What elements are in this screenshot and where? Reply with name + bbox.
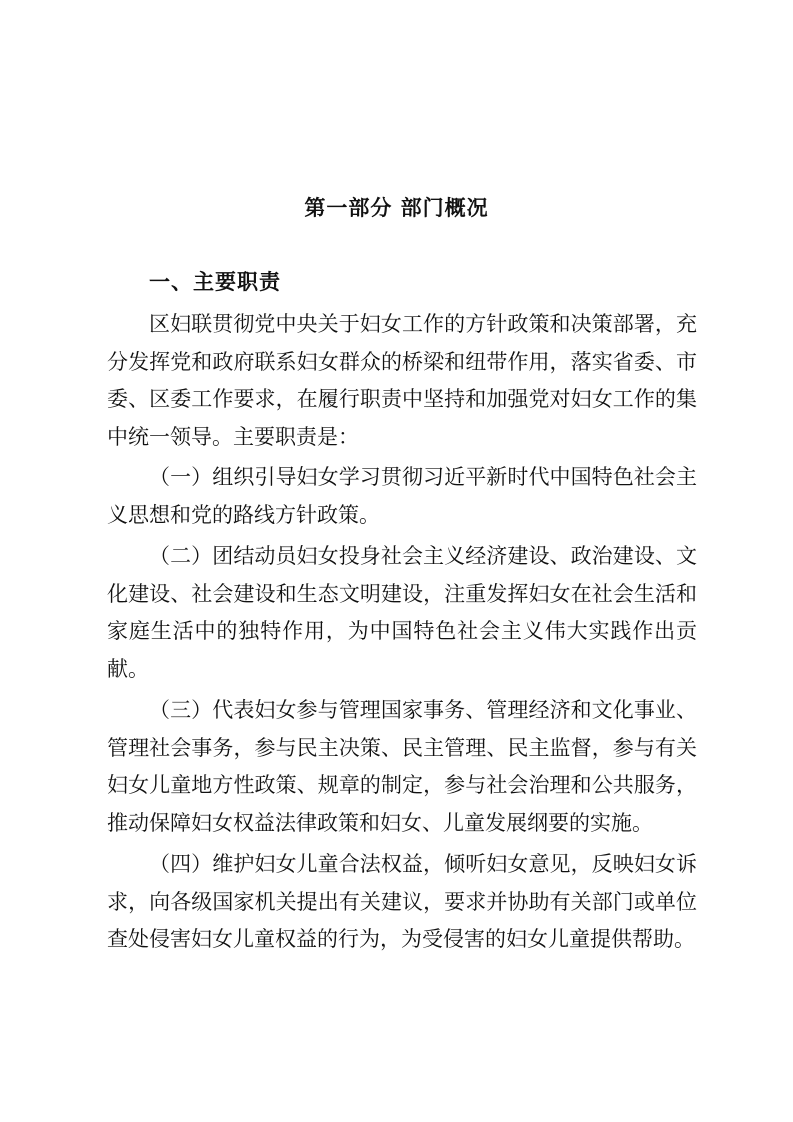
duty-item-2: （二）团结动员妇女投身社会主义经济建设、政治建设、文化建设、社会建设和生态文明建设，注重发挥妇女在社会生活和家庭生活中的独特作用，为中国特色社会主义伟大实践作出贡献。 (107, 544, 697, 681)
duty-item-1: （一）组织引导妇女学习贯彻习近平新时代中国特色社会主义思想和党的路线方针政策。 (107, 465, 697, 527)
duty-item-4: （四）维护妇女儿童合法权益，倾听妇女意见，反映妇女诉求，向各级国家机关提出有关建议，要求并协助有关部门或单位查处侵害妇女儿童权益的行为，为受侵害的妇女儿童提供帮助。 (107, 852, 697, 952)
page-title: 第一部分 部门概况 (304, 196, 489, 220)
intro-paragraph: 区妇联贯彻党中央关于妇女工作的方针政策和决策部署，充分发挥党和政府联系妇女群众的桥梁和纽带作用，落实省委、市委、区委工作要求，在履行职责中坚持和加强党对妇女工作的集中统一领导。主要职责是： (107, 312, 697, 449)
duty-item-3: （三）代表妇女参与管理国家事务、管理经济和文化事业、管理社会事务，参与民主决策、民主管理、民主监督，参与有关妇女儿童地方性政策、规章的制定，参与社会治理和公共服务，推动保障妇女权益法律政策和妇女、儿童发展纲要的实施。 (107, 698, 697, 835)
section-heading: 一、主要职责 (149, 270, 281, 294)
